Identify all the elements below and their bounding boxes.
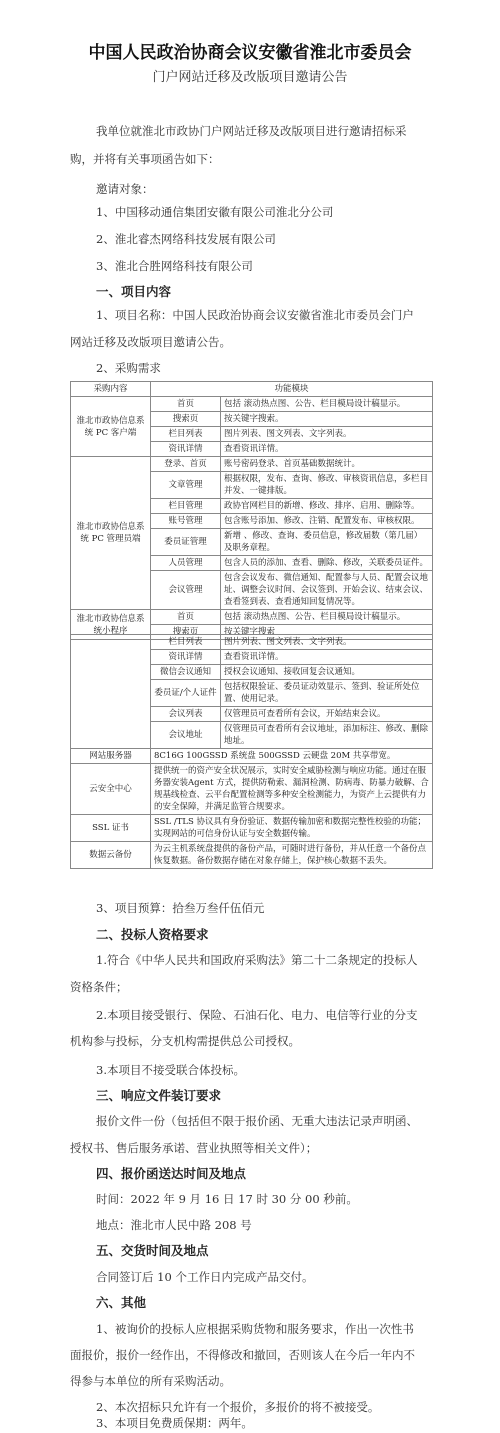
table-header-cell: 采购内容 (71, 382, 151, 397)
qualification-2-line-1: 2.本项目接受银行、保险、石油石化、电力、电信等行业的分支 (96, 1008, 418, 1022)
table-cell: 包含账号添加、修改、注销、配置发布、审核权限。 (221, 514, 433, 529)
section-6-heading: 六、其他 (96, 1295, 147, 1310)
table-cell: 提供统一的资产安全状况展示，实时安全威胁检测与响应功能。通过在服务器安装Agent 方式，提供防勒索、漏洞检测、防病毒、防暴力破解、合规基线检查、云平台配置检测等多种安全检测能力，为资产上云提供有力的安全保障，并满足监管合规要求。 (151, 764, 433, 815)
table-cell: 包括 滚动热点图、公告、栏目模局设计稿显示。 (221, 610, 433, 625)
table-cell: 搜索页 (151, 412, 221, 427)
binding-requirement-line-1: 报价文件一份（包括但不限于报价函、无重大违法记录声明函、 (96, 1114, 418, 1128)
table-cell: 按关键字搜索 (221, 625, 433, 640)
other-3: 3、本项目免费质保期：两年。 (96, 1416, 253, 1430)
requirements-table-2 (70, 634, 433, 869)
delivery-place: 地点：淮北市人民中路 208 号 (96, 1218, 252, 1232)
other-1-line-2: 面报价，报价一经作出，不得修改和撤回，否则该人在今后一年内不 (70, 1348, 415, 1362)
table-row (71, 842, 433, 869)
table-cell: 栏目管理 (151, 499, 221, 514)
procurement-requirements-label: 2、采购需求 (96, 361, 161, 375)
table-cell: 首页 (151, 610, 221, 625)
project-name-line-2: 网站迁移及改版项目邀请公告。 (70, 335, 231, 349)
table-cell: 包括权限验证、委员证动效显示、签到、验证所处位置、使用记录。 (221, 680, 433, 707)
other-1-line-3: 得参与本单位的所有采购活动。 (70, 1374, 231, 1388)
table-cell: 微信会议通知 (151, 665, 221, 680)
table-cell: 淮北市政协信息系统 PC 客户端 (71, 397, 151, 457)
table-cell: 登录、首页 (151, 457, 221, 472)
table-cell: 委员证管理 (151, 529, 221, 556)
table-cell: 云安全中心 (71, 764, 151, 815)
table-cell: SSL 证书 (71, 815, 151, 842)
table-cell: 委员证/个人证件 (151, 680, 221, 707)
table-cell: SSL /TLS 协议具有身份验证、数据传输加密和数据完整性校验的功能；实现网站的可信身份认证与安全数据传输。 (151, 815, 433, 842)
qualification-3: 3.本项目不接受联合体投标。 (96, 1063, 245, 1077)
table-row (71, 397, 433, 412)
qualification-2-line-2: 机构参与投标，分支机构需提供总公司授权。 (70, 1034, 300, 1048)
table-cell: 图片列表、图文列表、文字列表。 (221, 635, 433, 650)
table-cell: 资讯详情 (151, 442, 221, 457)
table-cell: 包括 滚动热点图、公告、栏目模局设计稿显示。 (221, 397, 433, 412)
requirements-table-1 (70, 381, 433, 640)
table-cell: 为云主机系统盘提供的备份产品，可随时进行备份，并从任意一个备份点恢复数据。备份数据存储在对象存储上，保护核心数据不丢失。 (151, 842, 433, 869)
table-row (71, 749, 433, 764)
table-cell: 包含会议发布、微信通知、配置参与人员、配置会议地址、调整会议时间、会议签到、开始会议、结束会议、查看签到表、查看通知回复情况等。 (221, 571, 433, 610)
table-cell: 查看资讯详情。 (221, 442, 433, 457)
table-cell: 人员管理 (151, 556, 221, 571)
table-cell: 查看资讯详情。 (221, 650, 433, 665)
table-cell: 授权会议通知、接收回复会议通知。 (221, 665, 433, 680)
table-cell: 数据云备份 (71, 842, 151, 869)
table-cell: 仅管理员可查看所有会议地址，添加标注、修改、删除地址。 (221, 722, 433, 749)
intro-line-2: 购，并将有关事项函告如下： (70, 152, 220, 166)
table-cell: 账号管理 (151, 514, 221, 529)
table-cell: 会议列表 (151, 707, 221, 722)
table-cell: 淮北市政协信息系统 PC 管理员端 (71, 457, 151, 610)
section-4-heading: 四、报价函送达时间及地点 (96, 1166, 247, 1181)
table-cell: 会议地址 (151, 722, 221, 749)
delivery-time: 时间：2022 年 9 月 16 日 17 时 30 分 00 秒前。 (96, 1192, 358, 1206)
document-subtitle: 门户网站迁移及改版项目邀请公告 (152, 70, 348, 85)
table-cell: 资讯详情 (151, 650, 221, 665)
project-name-line-1: 1、项目名称：中国人民政治协商会议安徽省淮北市委员会门户 (96, 308, 414, 322)
table-cell: 首页 (151, 397, 221, 412)
invitee-3: 3、淮北合胜网络科技有限公司 (96, 259, 253, 273)
table-row (71, 764, 433, 815)
table-header-cell: 功能模块 (151, 382, 433, 397)
table-cell: 搜索页 (151, 625, 221, 640)
table-row (71, 635, 433, 650)
table-cell: 栏目列表 (151, 635, 221, 650)
invitees-label: 邀请对象： (96, 182, 154, 196)
invitee-2: 2、淮北睿杰网络科技发展有限公司 (96, 232, 276, 246)
table-row (71, 815, 433, 842)
section-1-heading: 一、项目内容 (96, 284, 172, 299)
table-row (71, 610, 433, 625)
delivery-terms: 合同签订后 10 个工作日内完成产品交付。 (96, 1270, 314, 1284)
table-cell: 包含人员的添加、查看、删除、修改，关联委员证件。 (221, 556, 433, 571)
table-cell: 新增 、修改、查询、委员信息，修改届数（第几届）及职务章程。 (221, 529, 433, 556)
table-cell: 政协官网栏目的新增、修改、排序、启用、删除等。 (221, 499, 433, 514)
table-header-row (71, 382, 433, 397)
other-1-line-1: 1、被询价的投标人应根据采购货物和服务要求，作出一次性书 (96, 1322, 414, 1336)
section-3-heading: 三、响应文件装订要求 (96, 1088, 222, 1103)
table-cell: 栏目列表 (151, 427, 221, 442)
table-cell: 淮北市政协信息系统小程序 (71, 610, 151, 640)
table-cell: 图片列表、图文列表、文字列表。 (221, 427, 433, 442)
table-cell: 8C16G 100GSSD 系统盘 500GSSD 云硬盘 20M 共享带宽。 (151, 749, 433, 764)
other-2: 2、本次招标只允许有一个报价，多报价的将不被接受。 (96, 1400, 380, 1414)
table-cell: 网站服务器 (71, 749, 151, 764)
intro-line-1: 我单位就淮北市政协门户网站迁移及改版项目进行邀请招标采 (96, 124, 407, 138)
binding-requirement-line-2: 授权书、售后服务承诺、营业执照等相关文件）； (70, 1141, 318, 1155)
table-cell: 仅管理员可查看所有会议，开始结束会议。 (221, 707, 433, 722)
table-cell: 文章管理 (151, 472, 221, 499)
invitee-1: 1、中国移动通信集团安徽有限公司淮北分公司 (96, 205, 334, 219)
table-cell (71, 635, 151, 749)
qualification-1-line-1: 1.符合《中华人民共和国政府采购法》第二十二条规定的投标人 (96, 953, 418, 967)
table-cell: 根据权限，发布、查询、修改、审核资讯信息，多栏目并发、一键排版。 (221, 472, 433, 499)
qualification-1-line-2: 资格条件； (70, 980, 128, 994)
table-row (71, 457, 433, 472)
table-cell: 按关键字搜索。 (221, 412, 433, 427)
project-budget: 3、项目预算：拾叁万叁仟伍佰元 (96, 901, 265, 915)
table-cell: 会议管理 (151, 571, 221, 610)
section-2-heading: 二、投标人资格要求 (96, 927, 209, 942)
table-cell: 账号密码登录、首页基础数据统计。 (221, 457, 433, 472)
section-5-heading: 五、交货时间及地点 (96, 1243, 209, 1258)
document-title: 中国人民政治协商会议安徽省淮北市委员会 (88, 43, 412, 63)
